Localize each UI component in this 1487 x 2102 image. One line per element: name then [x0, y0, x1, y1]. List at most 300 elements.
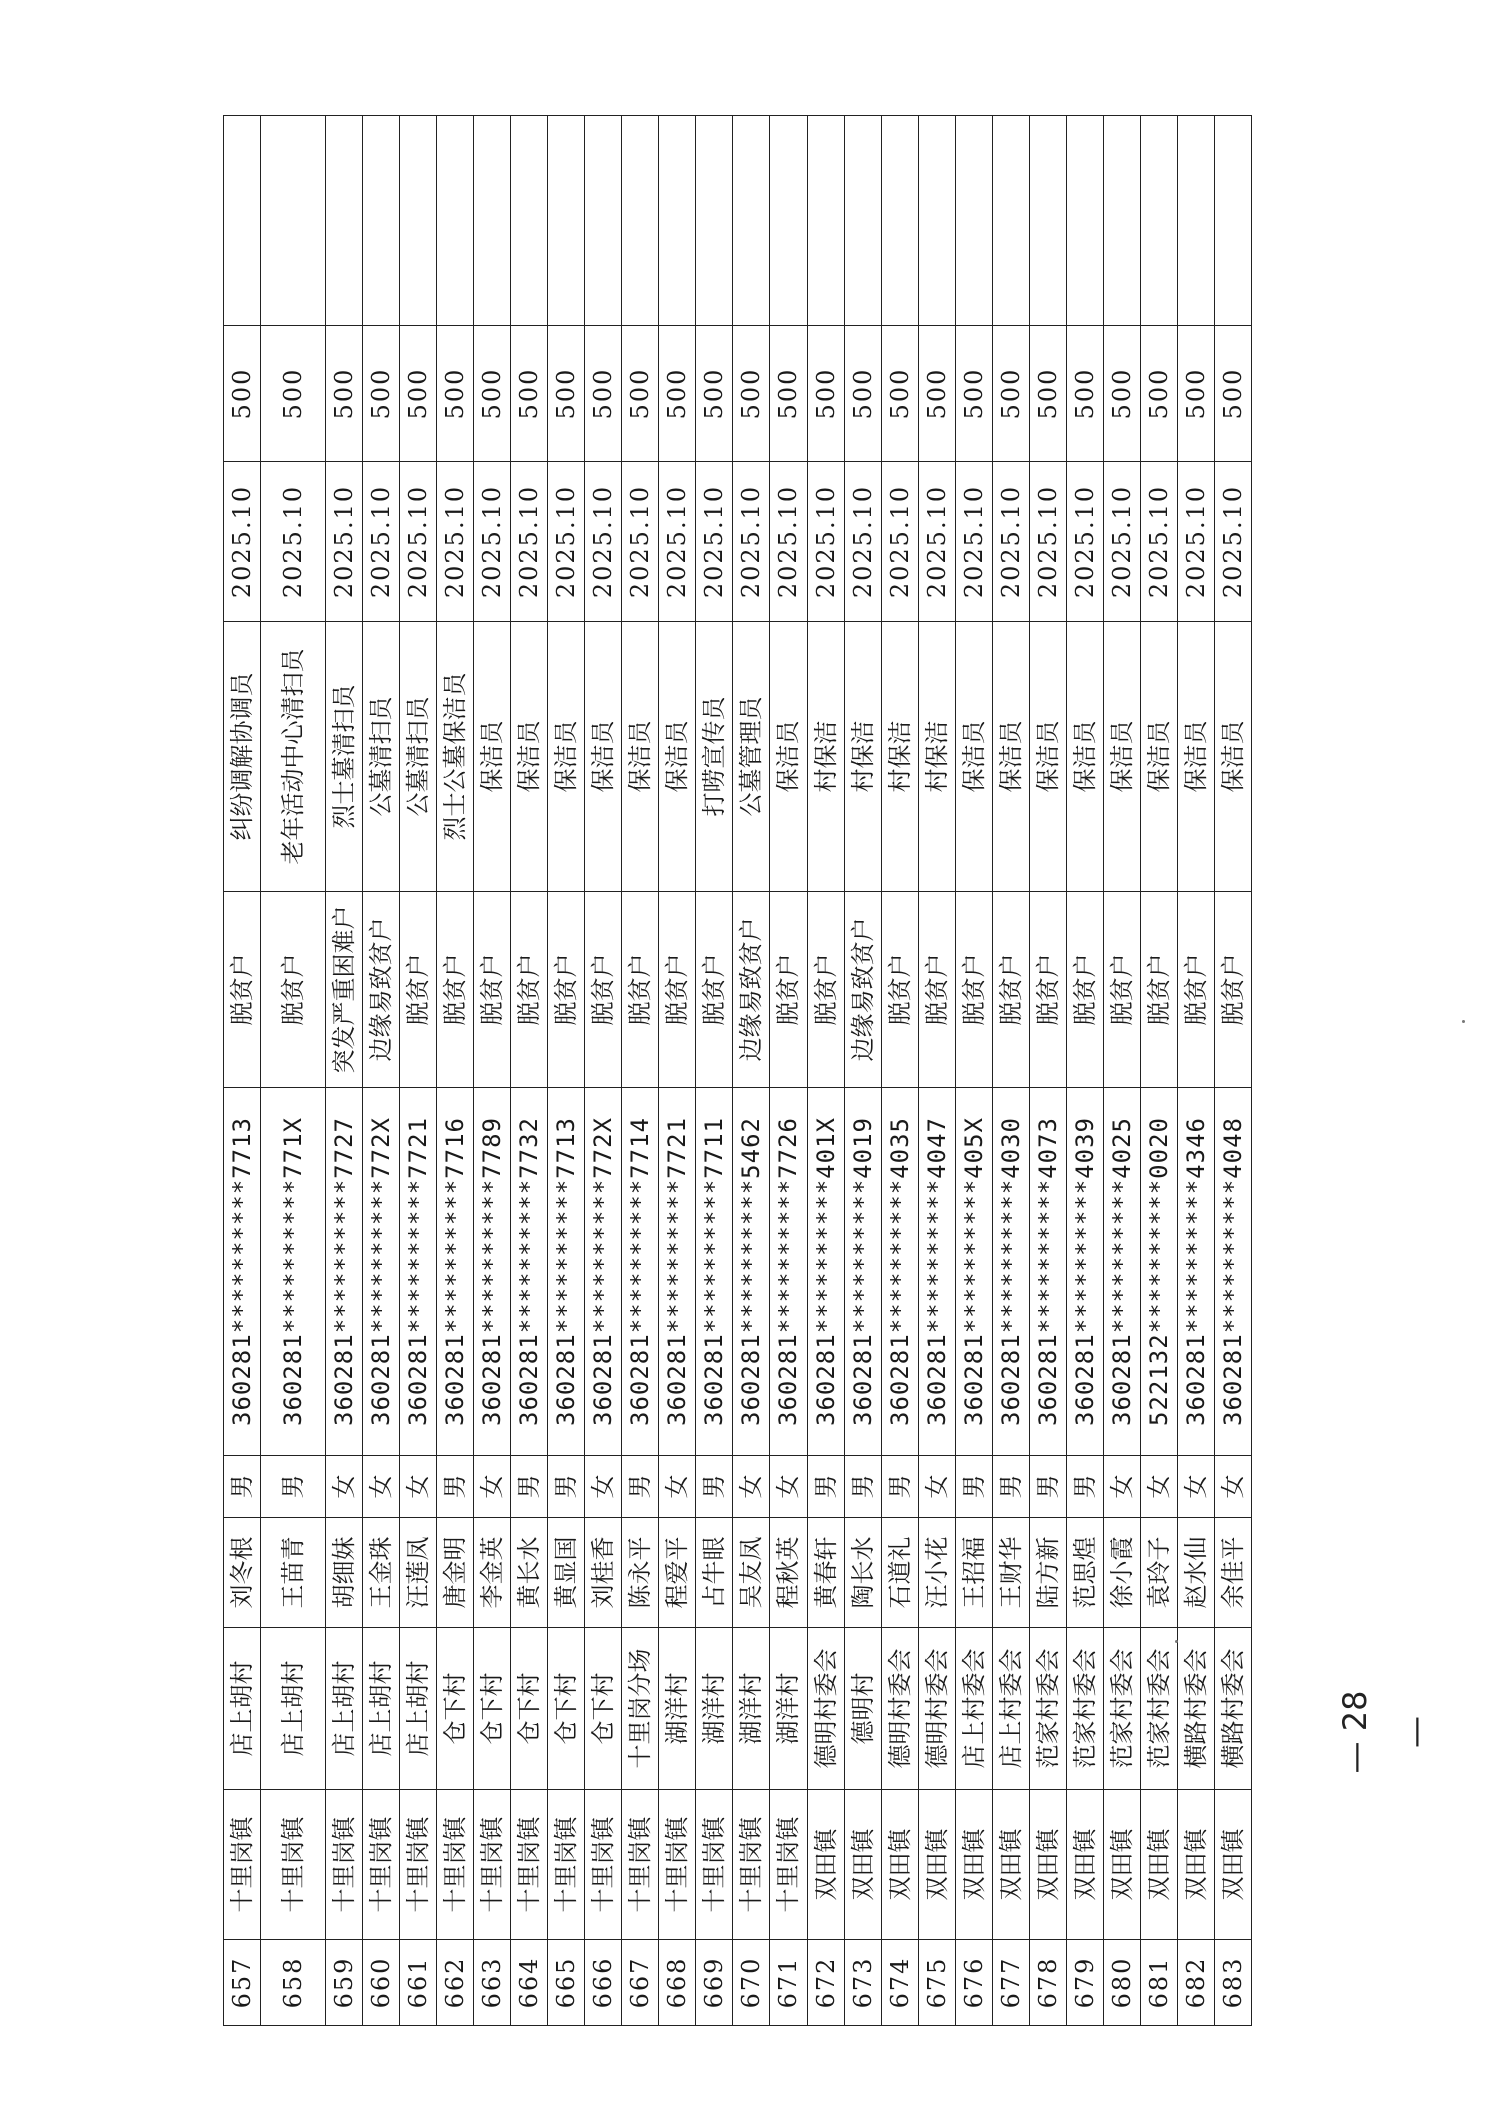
village-cell: 横路村委会 [1214, 1628, 1251, 1790]
month-cell: 2025.10 [326, 462, 363, 622]
month-cell: 2025.10 [474, 462, 511, 622]
month-cell: 2025.10 [881, 462, 918, 622]
name-cell: 王招福 [955, 1518, 992, 1628]
remark-cell [437, 116, 474, 326]
month-cell: 2025.10 [511, 462, 548, 622]
household-type-cell: 脱贫户 [696, 892, 733, 1088]
gender-cell: 男 [844, 1456, 881, 1518]
position-cell: 公墓管理员 [733, 622, 770, 892]
household-type-cell: 脱贫户 [1029, 892, 1066, 1088]
gender-cell: 女 [400, 1456, 437, 1518]
table-body [224, 116, 1252, 2026]
month-cell: 2025.10 [1140, 462, 1177, 622]
remark-cell [659, 116, 696, 326]
table-row [770, 116, 807, 2026]
row-number-cell: 675 [918, 1940, 955, 2026]
scan-speck [1175, 1640, 1178, 1643]
town-cell: 十里岗镇 [659, 1790, 696, 1940]
household-type-cell: 脱贫户 [400, 892, 437, 1088]
id-number-cell: 360281**********4346 [1177, 1088, 1214, 1456]
village-cell: 仓下村 [511, 1628, 548, 1790]
amount-cell: 500 [622, 326, 659, 462]
village-cell: 横路村委会 [1177, 1628, 1214, 1790]
id-number-cell: 360281**********4035 [881, 1088, 918, 1456]
remark-cell [807, 116, 844, 326]
month-cell: 2025.10 [844, 462, 881, 622]
gender-cell: 女 [363, 1456, 400, 1518]
remark-cell [548, 116, 585, 326]
position-cell: 保洁员 [1066, 622, 1103, 892]
registry-table [223, 115, 1252, 2026]
id-number-cell: 360281**********405X [955, 1088, 992, 1456]
month-cell: 2025.10 [437, 462, 474, 622]
remark-cell [1029, 116, 1066, 326]
name-cell: 汪莲凤 [400, 1518, 437, 1628]
row-number-cell: 671 [770, 1940, 807, 2026]
row-number-cell: 667 [622, 1940, 659, 2026]
amount-cell: 500 [400, 326, 437, 462]
village-cell: 德明村委会 [807, 1628, 844, 1790]
table-row [1214, 116, 1251, 2026]
id-number-cell: 360281**********4048 [1214, 1088, 1251, 1456]
village-cell: 湖洋村 [733, 1628, 770, 1790]
id-number-cell: 360281**********772X [363, 1088, 400, 1456]
remark-cell [224, 116, 261, 326]
amount-cell: 500 [261, 326, 326, 462]
household-type-cell: 边缘易致贫户 [363, 892, 400, 1088]
position-cell: 保洁员 [622, 622, 659, 892]
name-cell: 黄春轩 [807, 1518, 844, 1628]
month-cell: 2025.10 [659, 462, 696, 622]
village-cell: 湖洋村 [770, 1628, 807, 1790]
gender-cell: 男 [511, 1456, 548, 1518]
household-type-cell: 脱贫户 [992, 892, 1029, 1088]
table-row [1177, 116, 1214, 2026]
name-cell: 唐金明 [437, 1518, 474, 1628]
town-cell: 双田镇 [1103, 1790, 1140, 1940]
position-cell: 保洁员 [992, 622, 1029, 892]
row-number-cell: 680 [1103, 1940, 1140, 2026]
month-cell: 2025.10 [622, 462, 659, 622]
town-cell: 十里岗镇 [363, 1790, 400, 1940]
town-cell: 双田镇 [1140, 1790, 1177, 1940]
table-row [1029, 116, 1066, 2026]
household-type-cell: 脱贫户 [437, 892, 474, 1088]
gender-cell: 女 [918, 1456, 955, 1518]
month-cell: 2025.10 [1066, 462, 1103, 622]
row-number-cell: 681 [1140, 1940, 1177, 2026]
gender-cell: 女 [474, 1456, 511, 1518]
id-number-cell: 360281**********4030 [992, 1088, 1029, 1456]
table-row [1140, 116, 1177, 2026]
name-cell: 陈永平 [622, 1518, 659, 1628]
table-row [918, 116, 955, 2026]
month-cell: 2025.10 [224, 462, 261, 622]
amount-cell: 500 [696, 326, 733, 462]
amount-cell: 500 [1140, 326, 1177, 462]
id-number-cell: 360281**********4073 [1029, 1088, 1066, 1456]
town-cell: 双田镇 [992, 1790, 1029, 1940]
table-row [992, 116, 1029, 2026]
id-number-cell: 360281**********7721 [659, 1088, 696, 1456]
id-number-cell: 360281**********7714 [622, 1088, 659, 1456]
row-number-cell: 663 [474, 1940, 511, 2026]
id-number-cell: 360281**********772X [585, 1088, 622, 1456]
month-cell: 2025.10 [770, 462, 807, 622]
village-cell: 店上胡村 [326, 1628, 363, 1790]
village-cell: 店上胡村 [363, 1628, 400, 1790]
town-cell: 十里岗镇 [511, 1790, 548, 1940]
row-number-cell: 660 [363, 1940, 400, 2026]
position-cell: 保洁员 [659, 622, 696, 892]
town-cell: 双田镇 [1177, 1790, 1214, 1940]
household-type-cell: 脱贫户 [474, 892, 511, 1088]
table-row [548, 116, 585, 2026]
id-number-cell: 360281**********7713 [548, 1088, 585, 1456]
row-number-cell: 669 [696, 1940, 733, 2026]
row-number-cell: 661 [400, 1940, 437, 2026]
row-number-cell: 678 [1029, 1940, 1066, 2026]
amount-cell: 500 [659, 326, 696, 462]
id-number-cell: 360281**********4047 [918, 1088, 955, 1456]
amount-cell: 500 [585, 326, 622, 462]
name-cell: 程秋英 [770, 1518, 807, 1628]
month-cell: 2025.10 [918, 462, 955, 622]
row-number-cell: 662 [437, 1940, 474, 2026]
id-number-cell: 360281**********4039 [1066, 1088, 1103, 1456]
month-cell: 2025.10 [363, 462, 400, 622]
gender-cell: 男 [992, 1456, 1029, 1518]
amount-cell: 500 [363, 326, 400, 462]
town-cell: 双田镇 [844, 1790, 881, 1940]
row-number-cell: 672 [807, 1940, 844, 2026]
position-cell: 保洁员 [511, 622, 548, 892]
id-number-cell: 360281**********7726 [770, 1088, 807, 1456]
table-row [622, 116, 659, 2026]
position-cell: 村保洁 [918, 622, 955, 892]
remark-cell [955, 116, 992, 326]
amount-cell: 500 [511, 326, 548, 462]
month-cell: 2025.10 [1214, 462, 1251, 622]
gender-cell: 男 [437, 1456, 474, 1518]
row-number-cell: 664 [511, 1940, 548, 2026]
position-cell: 保洁员 [1177, 622, 1214, 892]
name-cell: 王财华 [992, 1518, 1029, 1628]
town-cell: 双田镇 [807, 1790, 844, 1940]
position-cell: 保洁员 [548, 622, 585, 892]
name-cell: 程爱平 [659, 1518, 696, 1628]
gender-cell: 女 [733, 1456, 770, 1518]
id-number-cell: 360281**********7789 [474, 1088, 511, 1456]
id-number-cell: 360281**********7721 [400, 1088, 437, 1456]
town-cell: 十里岗镇 [548, 1790, 585, 1940]
remark-cell [261, 116, 326, 326]
remark-cell [1177, 116, 1214, 326]
row-number-cell: 666 [585, 1940, 622, 2026]
month-cell: 2025.10 [696, 462, 733, 622]
table-row [511, 116, 548, 2026]
gender-cell: 男 [1066, 1456, 1103, 1518]
remark-cell [696, 116, 733, 326]
table-row [400, 116, 437, 2026]
rotated-table-wrapper [223, 116, 1252, 2026]
name-cell: 赵水仙 [1177, 1518, 1214, 1628]
row-number-cell: 679 [1066, 1940, 1103, 2026]
gender-cell: 男 [261, 1456, 326, 1518]
household-type-cell: 脱贫户 [659, 892, 696, 1088]
gender-cell: 女 [585, 1456, 622, 1518]
amount-cell: 500 [770, 326, 807, 462]
position-cell: 保洁员 [585, 622, 622, 892]
position-cell: 保洁员 [474, 622, 511, 892]
town-cell: 十里岗镇 [326, 1790, 363, 1940]
village-cell: 德明村 [844, 1628, 881, 1790]
household-type-cell: 脱贫户 [548, 892, 585, 1088]
village-cell: 店上胡村 [224, 1628, 261, 1790]
town-cell: 双田镇 [1029, 1790, 1066, 1940]
village-cell: 十里岗分场 [622, 1628, 659, 1790]
village-cell: 仓下村 [437, 1628, 474, 1790]
row-number-cell: 676 [955, 1940, 992, 2026]
village-cell: 德明村委会 [881, 1628, 918, 1790]
town-cell: 十里岗镇 [585, 1790, 622, 1940]
remark-cell [992, 116, 1029, 326]
scan-speck [1462, 1020, 1465, 1023]
position-cell: 保洁员 [955, 622, 992, 892]
town-cell: 十里岗镇 [224, 1790, 261, 1940]
remark-cell [363, 116, 400, 326]
gender-cell: 女 [1177, 1456, 1214, 1518]
household-type-cell: 边缘易致贫户 [844, 892, 881, 1088]
town-cell: 双田镇 [1066, 1790, 1103, 1940]
id-number-cell: 360281**********7711 [696, 1088, 733, 1456]
gender-cell: 女 [770, 1456, 807, 1518]
remark-cell [881, 116, 918, 326]
name-cell: 石道礼 [881, 1518, 918, 1628]
remark-cell [400, 116, 437, 326]
name-cell: 吴友凤 [733, 1518, 770, 1628]
gender-cell: 女 [326, 1456, 363, 1518]
row-number-cell: 659 [326, 1940, 363, 2026]
amount-cell: 500 [955, 326, 992, 462]
gender-cell: 男 [622, 1456, 659, 1518]
village-cell: 范家村委会 [1140, 1628, 1177, 1790]
village-cell: 仓下村 [585, 1628, 622, 1790]
month-cell: 2025.10 [1177, 462, 1214, 622]
remark-cell [1103, 116, 1140, 326]
position-cell: 烈士墓清扫员 [326, 622, 363, 892]
table-row [696, 116, 733, 2026]
village-cell: 店上村委会 [992, 1628, 1029, 1790]
household-type-cell: 脱贫户 [1140, 892, 1177, 1088]
household-type-cell: 脱贫户 [955, 892, 992, 1088]
amount-cell: 500 [1103, 326, 1140, 462]
amount-cell: 500 [807, 326, 844, 462]
table-row [474, 116, 511, 2026]
position-cell: 公墓清扫员 [363, 622, 400, 892]
id-number-cell: 360281**********771X [261, 1088, 326, 1456]
village-cell: 店上胡村 [400, 1628, 437, 1790]
household-type-cell: 脱贫户 [918, 892, 955, 1088]
row-number-cell: 658 [261, 1940, 326, 2026]
gender-cell: 男 [807, 1456, 844, 1518]
household-type-cell: 脱贫户 [261, 892, 326, 1088]
id-number-cell: 360281**********4019 [844, 1088, 881, 1456]
row-number-cell: 673 [844, 1940, 881, 2026]
position-cell: 老年活动中心清扫员 [261, 622, 326, 892]
village-cell: 仓下村 [474, 1628, 511, 1790]
amount-cell: 500 [326, 326, 363, 462]
remark-cell [1066, 116, 1103, 326]
month-cell: 2025.10 [1103, 462, 1140, 622]
remark-cell [326, 116, 363, 326]
remark-cell [918, 116, 955, 326]
remark-cell [511, 116, 548, 326]
name-cell: 徐小霞 [1103, 1518, 1140, 1628]
household-type-cell: 脱贫户 [1103, 892, 1140, 1088]
id-number-cell: 360281**********7716 [437, 1088, 474, 1456]
household-type-cell: 突发严重困难户 [326, 892, 363, 1088]
position-cell: 保洁员 [770, 622, 807, 892]
village-cell: 店上胡村 [261, 1628, 326, 1790]
town-cell: 十里岗镇 [622, 1790, 659, 1940]
name-cell: 占牛眼 [696, 1518, 733, 1628]
gender-cell: 男 [696, 1456, 733, 1518]
town-cell: 十里岗镇 [733, 1790, 770, 1940]
table-row [659, 116, 696, 2026]
amount-cell: 500 [881, 326, 918, 462]
town-cell: 十里岗镇 [770, 1790, 807, 1940]
id-number-cell: 360281**********7727 [326, 1088, 363, 1456]
amount-cell: 500 [1066, 326, 1103, 462]
table-row [437, 116, 474, 2026]
position-cell: 保洁员 [1214, 622, 1251, 892]
table-row [326, 116, 363, 2026]
village-cell: 湖洋村 [696, 1628, 733, 1790]
id-number-cell: 360281**********401X [807, 1088, 844, 1456]
position-cell: 烈士公墓保洁员 [437, 622, 474, 892]
name-cell: 刘桂香 [585, 1518, 622, 1628]
table-row [955, 116, 992, 2026]
town-cell: 双田镇 [1214, 1790, 1251, 1940]
amount-cell: 500 [844, 326, 881, 462]
household-type-cell: 脱贫户 [511, 892, 548, 1088]
town-cell: 十里岗镇 [474, 1790, 511, 1940]
table-row [1066, 116, 1103, 2026]
gender-cell: 女 [1214, 1456, 1251, 1518]
remark-cell [585, 116, 622, 326]
town-cell: 双田镇 [918, 1790, 955, 1940]
town-cell: 十里岗镇 [400, 1790, 437, 1940]
position-cell: 保洁员 [1029, 622, 1066, 892]
amount-cell: 500 [474, 326, 511, 462]
row-number-cell: 674 [881, 1940, 918, 2026]
gender-cell: 女 [1103, 1456, 1140, 1518]
row-number-cell: 682 [1177, 1940, 1214, 2026]
month-cell: 2025.10 [955, 462, 992, 622]
name-cell: 范思煌 [1066, 1518, 1103, 1628]
amount-cell: 500 [224, 326, 261, 462]
remark-cell [770, 116, 807, 326]
table-row [363, 116, 400, 2026]
row-number-cell: 665 [548, 1940, 585, 2026]
row-number-cell: 683 [1214, 1940, 1251, 2026]
village-cell: 范家村委会 [1103, 1628, 1140, 1790]
household-type-cell: 脱贫户 [881, 892, 918, 1088]
gender-cell: 女 [659, 1456, 696, 1518]
household-type-cell: 脱贫户 [224, 892, 261, 1088]
household-type-cell: 边缘易致贫户 [733, 892, 770, 1088]
gender-cell: 女 [1140, 1456, 1177, 1518]
town-cell: 双田镇 [881, 1790, 918, 1940]
table-row [807, 116, 844, 2026]
remark-cell [733, 116, 770, 326]
month-cell: 2025.10 [400, 462, 437, 622]
amount-cell: 500 [548, 326, 585, 462]
table-row [261, 116, 326, 2026]
position-cell: 村保洁 [881, 622, 918, 892]
remark-cell [474, 116, 511, 326]
month-cell: 2025.10 [261, 462, 326, 622]
month-cell: 2025.10 [548, 462, 585, 622]
month-cell: 2025.10 [992, 462, 1029, 622]
position-cell: 纠纷调解协调员 [224, 622, 261, 892]
household-type-cell: 脱贫户 [770, 892, 807, 1088]
name-cell: 王苗青 [261, 1518, 326, 1628]
town-cell: 十里岗镇 [261, 1790, 326, 1940]
remark-cell [1140, 116, 1177, 326]
village-cell: 德明村委会 [918, 1628, 955, 1790]
name-cell: 袁玲子 [1140, 1518, 1177, 1628]
village-cell: 仓下村 [548, 1628, 585, 1790]
id-number-cell: 522132**********0020 [1140, 1088, 1177, 1456]
gender-cell: 男 [881, 1456, 918, 1518]
position-cell: 保洁员 [1140, 622, 1177, 892]
month-cell: 2025.10 [733, 462, 770, 622]
id-number-cell: 360281**********7732 [511, 1088, 548, 1456]
village-cell: 店上村委会 [955, 1628, 992, 1790]
household-type-cell: 脱贫户 [622, 892, 659, 1088]
month-cell: 2025.10 [585, 462, 622, 622]
name-cell: 余佳平 [1214, 1518, 1251, 1628]
household-type-cell: 脱贫户 [585, 892, 622, 1088]
position-cell: 保洁员 [1103, 622, 1140, 892]
gender-cell: 男 [955, 1456, 992, 1518]
name-cell: 黄长水 [511, 1518, 548, 1628]
household-type-cell: 脱贫户 [1214, 892, 1251, 1088]
position-cell: 打唠宣传员 [696, 622, 733, 892]
amount-cell: 500 [918, 326, 955, 462]
name-cell: 陆方新 [1029, 1518, 1066, 1628]
remark-cell [622, 116, 659, 326]
gender-cell: 男 [548, 1456, 585, 1518]
id-number-cell: 360281**********7713 [224, 1088, 261, 1456]
table-row [585, 116, 622, 2026]
household-type-cell: 脱贫户 [1066, 892, 1103, 1088]
position-cell: 公墓清扫员 [400, 622, 437, 892]
amount-cell: 500 [1029, 326, 1066, 462]
row-number-cell: 670 [733, 1940, 770, 2026]
id-number-cell: 360281**********5462 [733, 1088, 770, 1456]
position-cell: 村保洁 [844, 622, 881, 892]
position-cell: 村保洁 [807, 622, 844, 892]
gender-cell: 男 [224, 1456, 261, 1518]
remark-cell [1214, 116, 1251, 326]
gender-cell: 男 [1029, 1456, 1066, 1518]
name-cell: 汪小花 [918, 1518, 955, 1628]
name-cell: 李金英 [474, 1518, 511, 1628]
amount-cell: 500 [992, 326, 1029, 462]
